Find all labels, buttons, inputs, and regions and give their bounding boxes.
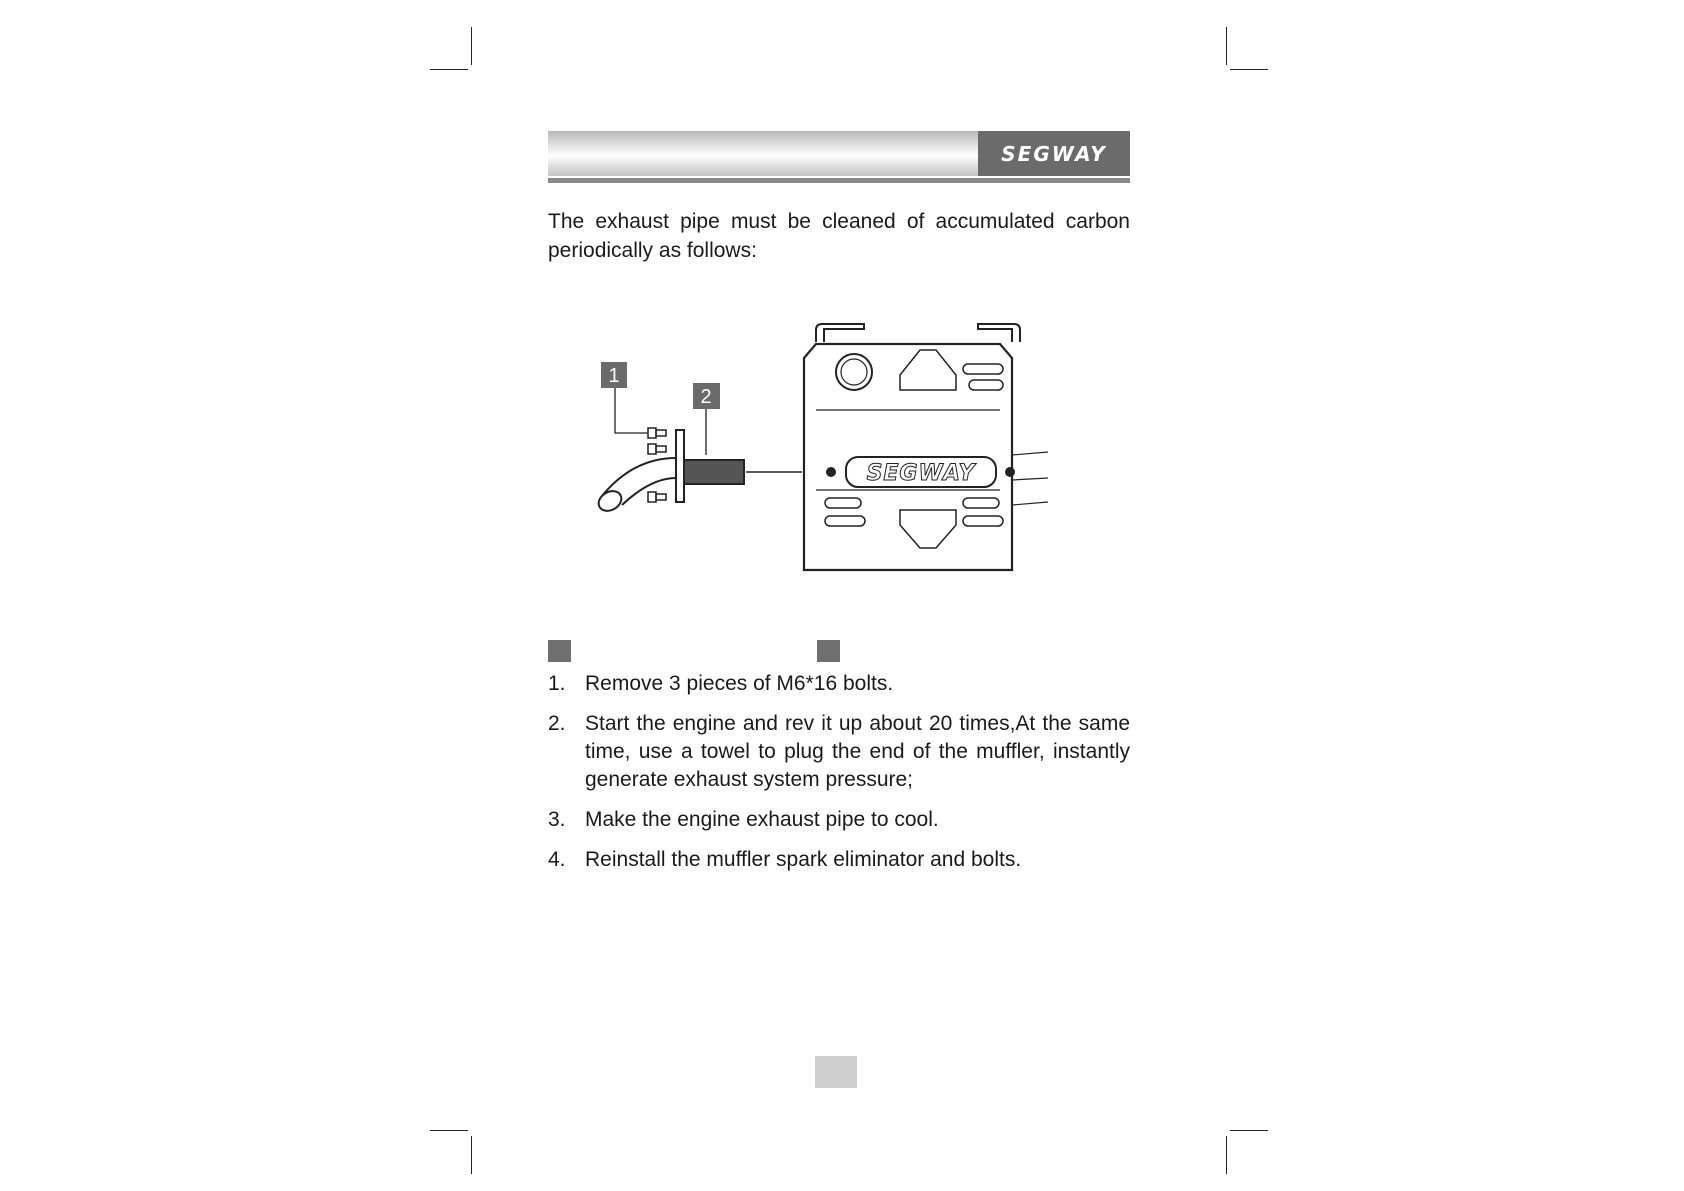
crop-mark <box>430 69 468 70</box>
intro-paragraph: The exhaust pipe must be cleaned of accumulated carbon periodically as follows: <box>548 210 1130 262</box>
muffler-logo-text: SEGWAY <box>866 461 976 486</box>
crop-mark <box>471 1136 472 1174</box>
list-item <box>548 710 1130 794</box>
crop-mark <box>471 27 472 65</box>
step-text: Make the engine exhaust pipe to cool. <box>585 808 939 831</box>
crop-mark <box>430 1130 468 1131</box>
page-number-box <box>815 1056 857 1088</box>
brand-logo <box>978 131 1130 176</box>
crop-mark <box>1226 27 1227 65</box>
bolt-icon <box>648 428 666 502</box>
legend-marker <box>548 640 571 662</box>
exhaust-muffler-illustration <box>580 320 1100 590</box>
brand-logo-text: SEGWAY <box>1001 141 1107 166</box>
legend-marker <box>817 640 840 662</box>
crop-mark <box>1230 69 1268 70</box>
list-item <box>548 670 1130 698</box>
callout-1-leader <box>615 388 648 433</box>
cleaning-steps-list <box>548 670 1130 886</box>
exhaust-pipe-elbow <box>602 458 676 505</box>
callout-2-label: 2 <box>700 386 712 408</box>
header-underline <box>548 178 1130 183</box>
step-text: Remove 3 pieces of M6*16 bolts. <box>585 672 894 695</box>
header-gradient-bar <box>548 131 978 176</box>
step-text: Reinstall the muffler spark eliminator and bolts. <box>585 848 1022 871</box>
list-item <box>548 846 1130 874</box>
spark-arrestor-screen <box>684 460 744 484</box>
pipe-flange <box>676 430 684 502</box>
step-number: 4. <box>548 848 566 871</box>
list-item <box>548 806 1130 834</box>
step-number: 1. <box>548 672 566 695</box>
crop-mark <box>1230 1130 1268 1131</box>
step-text: Start the engine and rev it up about 20 times,At the same time, use a towel to plug the end of the muffler, instantly generate exhaust system pressure; <box>585 712 1130 791</box>
step-number: 2. <box>548 712 566 735</box>
crop-mark <box>1226 1136 1227 1174</box>
step-number: 3. <box>548 808 566 831</box>
callout-1-label: 1 <box>608 365 620 387</box>
muffler-body <box>804 324 1048 570</box>
